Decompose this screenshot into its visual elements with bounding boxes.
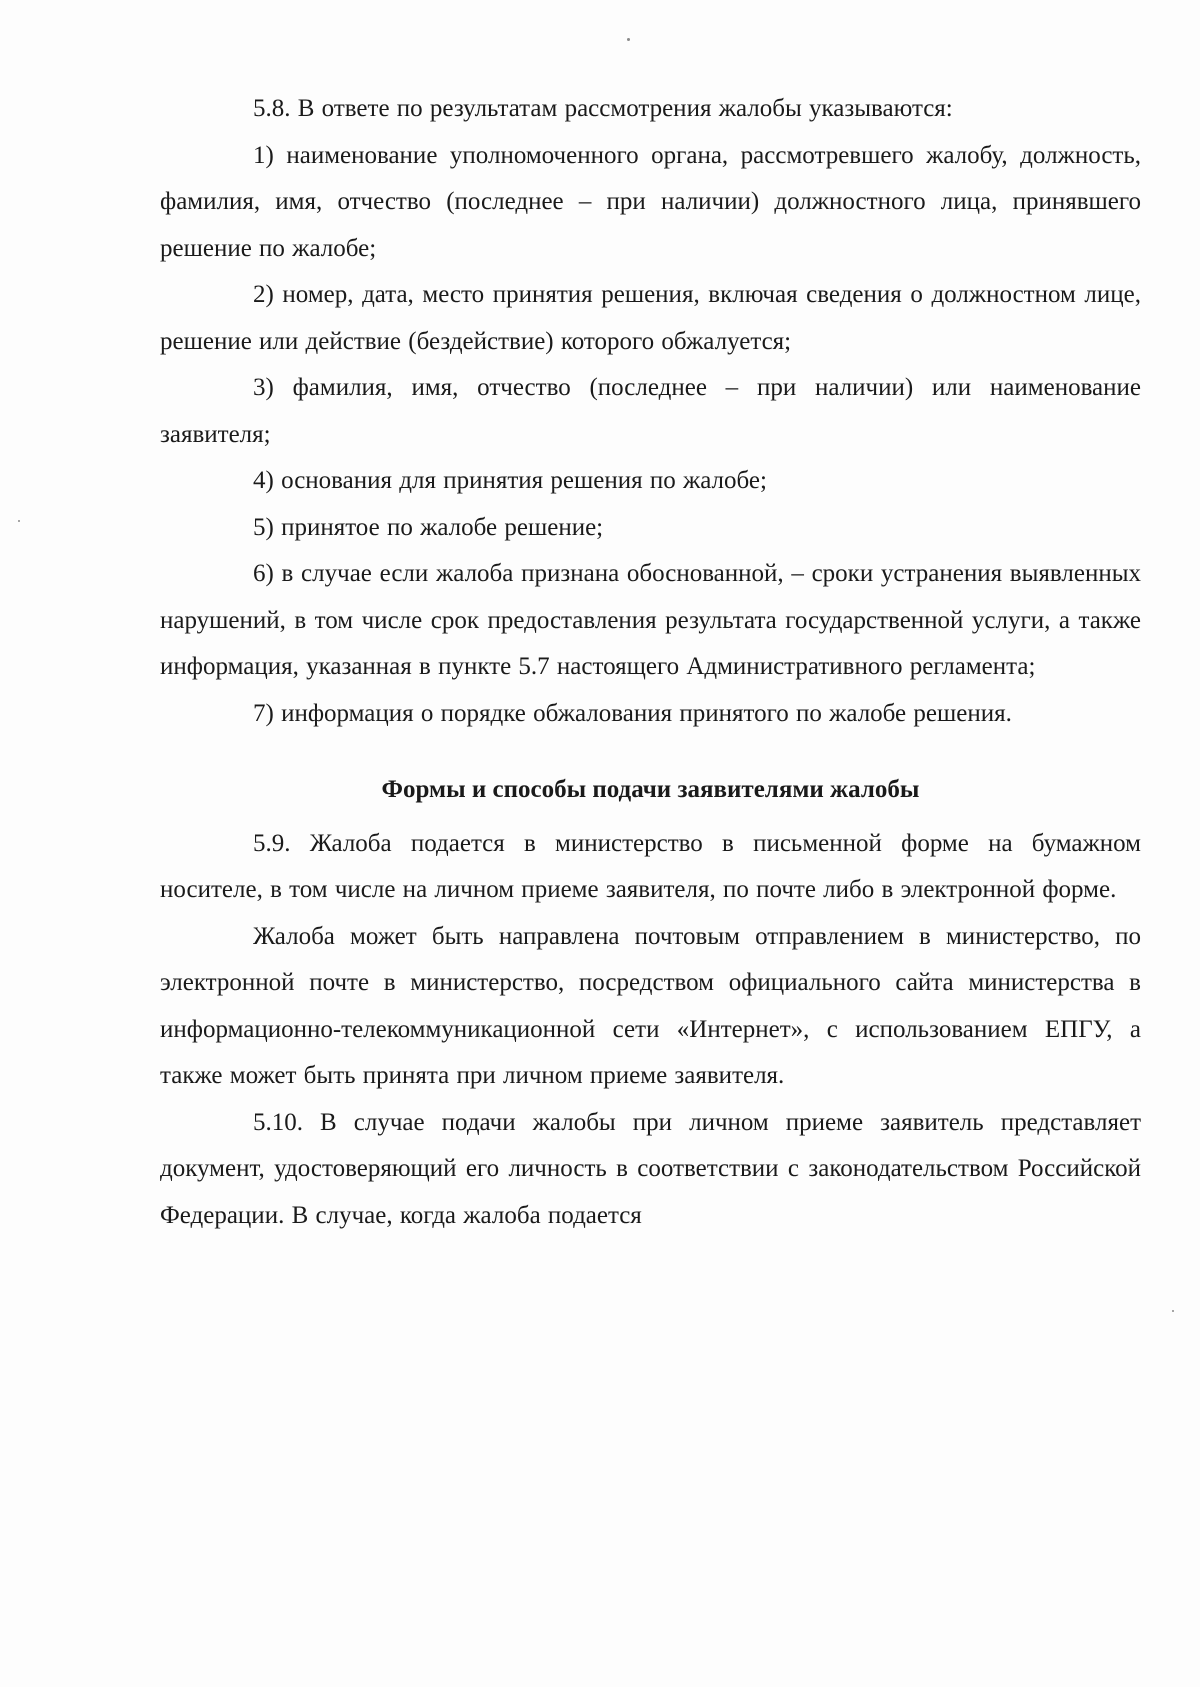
section-heading: Формы и способы подачи заявителями жалобы — [381, 776, 920, 803]
list-item-7: 7) информация о порядке обжалования принятого по жалобе решения. — [253, 699, 1012, 727]
scan-speck — [18, 520, 20, 522]
list-item-4: 4) основания для принятия решения по жалобе; — [253, 467, 767, 494]
list-item-1: 1) наименование уполномоченного органа, рассмотревшего жалобу, должность, фамилия, имя, отчество (последнее – при наличии) должностного лица, принявшего решение по жалобе; — [160, 141, 1141, 262]
scan-speck — [1172, 1310, 1174, 1312]
paragraph-submission-methods: Жалоба может быть направлена почтовым отправлением в министерство, по электронной почте в министерство, посредством официального сайта министерства в информационно-телекоммуникационной сети «Интернет», с использованием ЕПГУ, а также может быть принята при личном приеме заявителя. — [160, 922, 1141, 1089]
document-body — [160, 86, 1141, 1239]
list-item-3: 3) фамилия, имя, отчество (последнее – при наличии) или наименование заявителя; — [160, 374, 1141, 448]
list-item-5: 5) принятое по жалобе решение; — [253, 513, 604, 541]
paragraph-5-9: 5.9. Жалоба подается в министерство в письменной форме на бумажном носителе, в том числе на личном приеме заявителя, по почте либо в электронной форме. — [160, 829, 1141, 903]
scan-speck — [627, 38, 630, 41]
paragraph-5-10: 5.10. В случае подачи жалобы при личном приеме заявитель представляет документ, удостоверяющий его личность в соответствии с законодательством Российской Федерации. В случае, когда жалоба подается — [160, 1108, 1141, 1229]
paragraph-5-8: 5.8. В ответе по результатам рассмотрения жалобы указываются: — [253, 95, 953, 122]
list-item-2: 2) номер, дата, место принятия решения, включая сведения о должностном лице, решение или действие (бездействие) которого обжалуется; — [160, 281, 1141, 355]
list-item-6: 6) в случае если жалоба признана обоснованной, – сроки устранения выявленных нарушений, в том числе срок предоставления результата государственной услуги, а также информация, указанная в пункте 5.7 настоящего Административного регламента; — [160, 560, 1141, 680]
